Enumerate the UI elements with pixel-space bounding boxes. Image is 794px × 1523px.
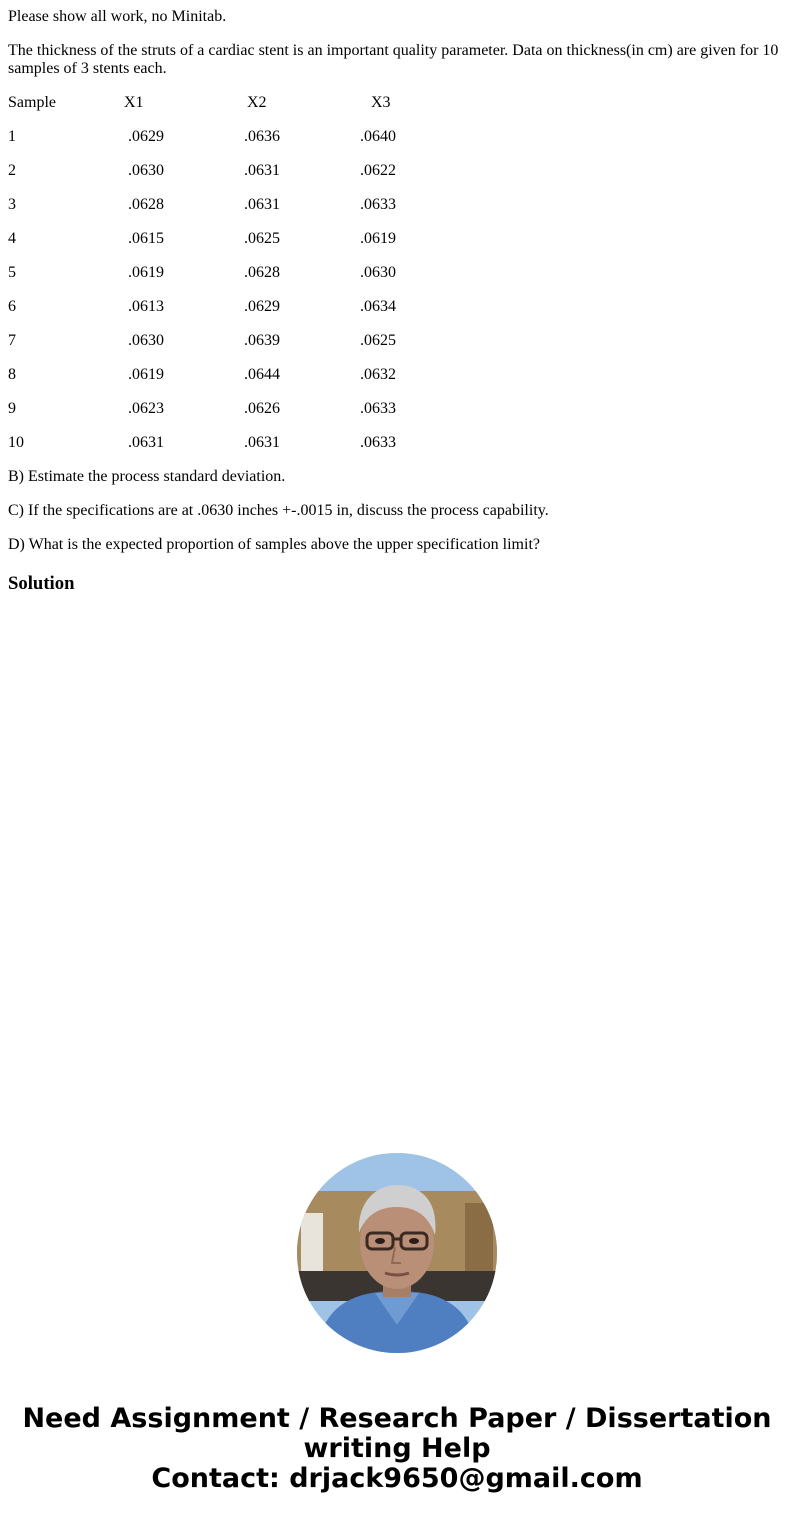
cell-x2: .0631 [244, 162, 280, 179]
intro-text: Please show all work, no Minitab. [8, 8, 227, 25]
header-x2: X2 [247, 94, 267, 111]
cell-x3: .0634 [360, 298, 396, 315]
cell-x3: .0633 [360, 434, 396, 451]
header-x3: X3 [371, 94, 391, 111]
table-row [8, 162, 786, 180]
header-x1: X1 [124, 94, 144, 111]
cell-sample: 6 [8, 298, 16, 315]
cell-sample: 3 [8, 196, 16, 213]
table-row [8, 230, 786, 248]
cell-sample: 5 [8, 264, 16, 281]
solution-heading: Solution [8, 573, 75, 594]
cell-x3: .0630 [360, 264, 396, 281]
cell-sample: 7 [8, 332, 16, 349]
cell-x2: .0631 [244, 196, 280, 213]
cell-x2: .0626 [244, 400, 280, 417]
cell-sample: 8 [8, 366, 16, 383]
cell-x1: .0619 [128, 366, 164, 383]
cell-x3: .0622 [360, 162, 396, 179]
table-row [8, 434, 786, 452]
table-row [8, 264, 786, 282]
cell-x1: .0631 [128, 434, 164, 451]
cell-x2: .0628 [244, 264, 280, 281]
cell-x1: .0615 [128, 230, 164, 247]
cell-x1: .0619 [128, 264, 164, 281]
table-row [8, 332, 786, 350]
cell-sample: 2 [8, 162, 16, 179]
question-c: C) If the specifications are at .0630 inches +-.0015 in, discuss the process capability. [8, 502, 549, 519]
cell-x1: .0613 [128, 298, 164, 315]
cell-x1: .0630 [128, 332, 164, 349]
question-b: B) Estimate the process standard deviation. [8, 468, 286, 485]
cell-sample: 4 [8, 230, 16, 247]
promo-line-2: writing Help [303, 1433, 491, 1464]
promo-line-1: Need Assignment / Research Paper / Dissertation [22, 1403, 772, 1434]
cell-x1: .0630 [128, 162, 164, 179]
cell-x2: .0631 [244, 434, 280, 451]
header-sample: Sample [8, 94, 56, 111]
cell-x3: .0632 [360, 366, 396, 383]
promo-contact: Contact: drjack9650@gmail.com [151, 1463, 643, 1494]
author-portrait-icon [297, 1153, 497, 1353]
author-avatar [297, 1153, 497, 1353]
table-header-row [8, 94, 786, 112]
table-row [8, 128, 786, 146]
cell-sample: 9 [8, 400, 16, 417]
cell-x3: .0633 [360, 196, 396, 213]
cell-x1: .0628 [128, 196, 164, 213]
cell-sample: 10 [8, 434, 24, 451]
table-row [8, 366, 786, 384]
cell-x2: .0625 [244, 230, 280, 247]
table-row [8, 196, 786, 214]
cell-x3: .0619 [360, 230, 396, 247]
cell-x3: .0625 [360, 332, 396, 349]
cell-x1: .0629 [128, 128, 164, 145]
question-d: D) What is the expected proportion of samples above the upper specification limit? [8, 536, 540, 553]
description-text: The thickness of the struts of a cardiac stent is an important quality parameter. Data on thickness(in cm) are given for 10 samples of 3 stents each. [8, 42, 779, 77]
cell-x3: .0633 [360, 400, 396, 417]
cell-x2: .0629 [244, 298, 280, 315]
table-row [8, 298, 786, 316]
cell-sample: 1 [8, 128, 16, 145]
cell-x2: .0644 [244, 366, 280, 383]
cell-x1: .0623 [128, 400, 164, 417]
cell-x2: .0636 [244, 128, 280, 145]
table-row [8, 400, 786, 418]
promo-banner [0, 1404, 794, 1494]
cell-x2: .0639 [244, 332, 280, 349]
cell-x3: .0640 [360, 128, 396, 145]
